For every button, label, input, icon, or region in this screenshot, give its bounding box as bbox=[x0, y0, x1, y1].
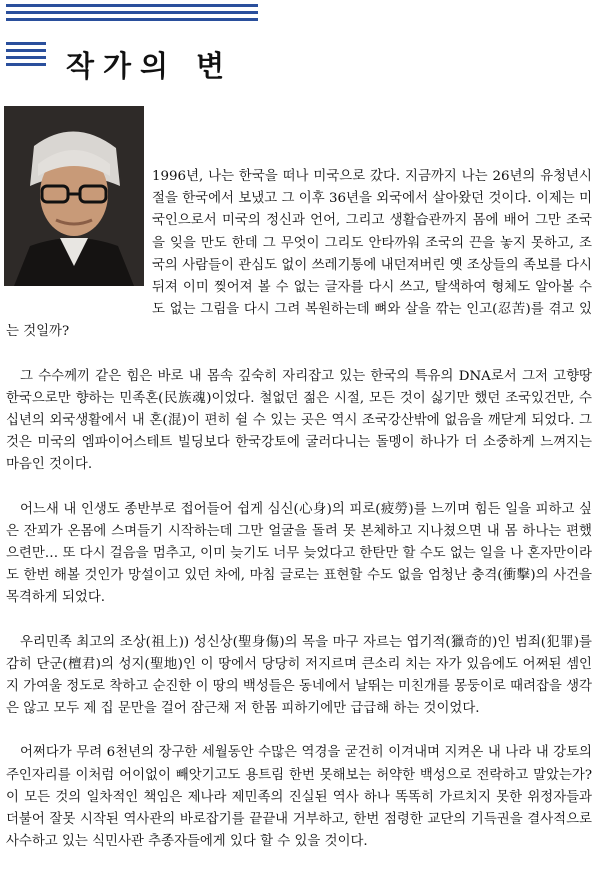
title-bar bbox=[6, 42, 46, 45]
article-body bbox=[6, 166, 592, 853]
paragraph: 그 수수께끼 같은 힘은 바로 내 몸속 깊숙히 자리잡고 있는 한국의 특유의 DNA로서 그저 고향땅 한국으로만 향하는 민족혼(民族魂)이었다. 철없던 젊은 시절, 모든 것이 싫기만 했던 조국있건만, 수십년의 외국생활에서 내 혼(混)이 편히 쉴 수 있는 곳은 역시 조국강산밖에 없음을 깨닫게 되었다. 그것은 미국의 엠파이어스테트 빌딩보다 한국강토에 굴러다니는 돌멩이 하나가 더 소중하게 느껴지는 마음인 것이다. bbox=[6, 368, 592, 473]
paragraph: 우리민족 최고의 조상(祖上)) 성신상(聖身傷)의 목을 마구 자르는 엽기적(獵奇的)인 범죄(犯罪)를 감히 단군(檀君)의 성지(聖地)인 이 땅에서 당당히 저지르며 큰소리 치는 자가 있음에도 어쩌된 셈인지 가여울 정도로 착하고 순진한 이 땅의 백성들은 동네에서 날뛰는 미친개를 몽둥이로 때려잡을 생각은 않고 모두 제 집 문만을 걸어 잠근채 저 한몸 피하기에만 급급해 하는 것이었다. bbox=[6, 634, 592, 717]
title-bar bbox=[6, 56, 46, 59]
title-bar bbox=[6, 49, 46, 52]
header-stripe bbox=[6, 11, 258, 14]
header-stripes bbox=[6, 4, 258, 25]
page-title: 작가의 변 bbox=[66, 49, 234, 83]
paragraph: 어쩌다가 무려 6천년의 장구한 세월동안 수많은 역경을 굳건히 이겨내며 지켜온 내 나라 내 강토의 주인자리를 이처럼 어이없이 빼앗기고도 용트림 한번 못해보는 허약한 백성으로 전락하고 말았는가? 이 모든 것의 일차적인 책임은 제나라 제민족의 진실된 역사 하나 똑똑히 가르치지 못한 위정자들과 더불어 잘못 시작된 역사관의 바로잡기를 끝끝내 거부하고, 한번 점령한 교단의 기득권을 결사적으로 사수하고 있는 식민사관 추종자들에게 있다 할 수 있을 것이다. bbox=[6, 745, 592, 850]
title-bars bbox=[6, 42, 46, 70]
header-stripe bbox=[6, 18, 258, 21]
title-bar bbox=[6, 63, 46, 66]
paragraph: 1996년, 나는 한국을 떠나 미국으로 갔다. 지금까지 나는 26년의 유청년시절을 한국에서 보냈고 그 이후 36년을 외국에서 살아왔던 것이다. 이제는 미국인으로서 미국의 정신과 언어, 그리고 생활습관까지 몸에 배어 그만 조국을 잊을 만도 한데 그 무엇이 그리도 안타까워 조국의 끈을 놓지 못하고, 조국의 사람들이 관심도 없이 쓰레기통에 내던져버린 옛 조상들의 족보를 다시 뒤져 이미 찢어져 볼 수 없는 글자를 다시 쓰고, 탈색하여 형체도 알아볼 수도 없는 그림을 다시 그려 복원하는데 뼈와 살을 깎는 인고(忍苦)를 겪고 있는 것일까? bbox=[6, 169, 592, 340]
paragraph: 어느새 내 인생도 종반부로 접어들어 쉽게 심신(心身)의 피로(疲勞)를 느끼며 힘든 일을 피하고 싶은 잔꾀가 온몸에 스며들기 시작하는데 그만 얼굴을 돌려 못 본체하고 지나쳤으면 내 몸 하나는 편했으련만… 또 다시 걸음을 멈추고, 이미 늦기도 너무 늦었다고 한탄만 할 수도 없는 일을 나 혼자만이라도 한번 해볼 것인가 망설이고 있던 차에, 마침 글로는 표현할 수도 없을 엄청난 충격(衝擊)의 사건을 목격하게 되었다. bbox=[6, 501, 592, 606]
header-stripe bbox=[6, 4, 258, 7]
